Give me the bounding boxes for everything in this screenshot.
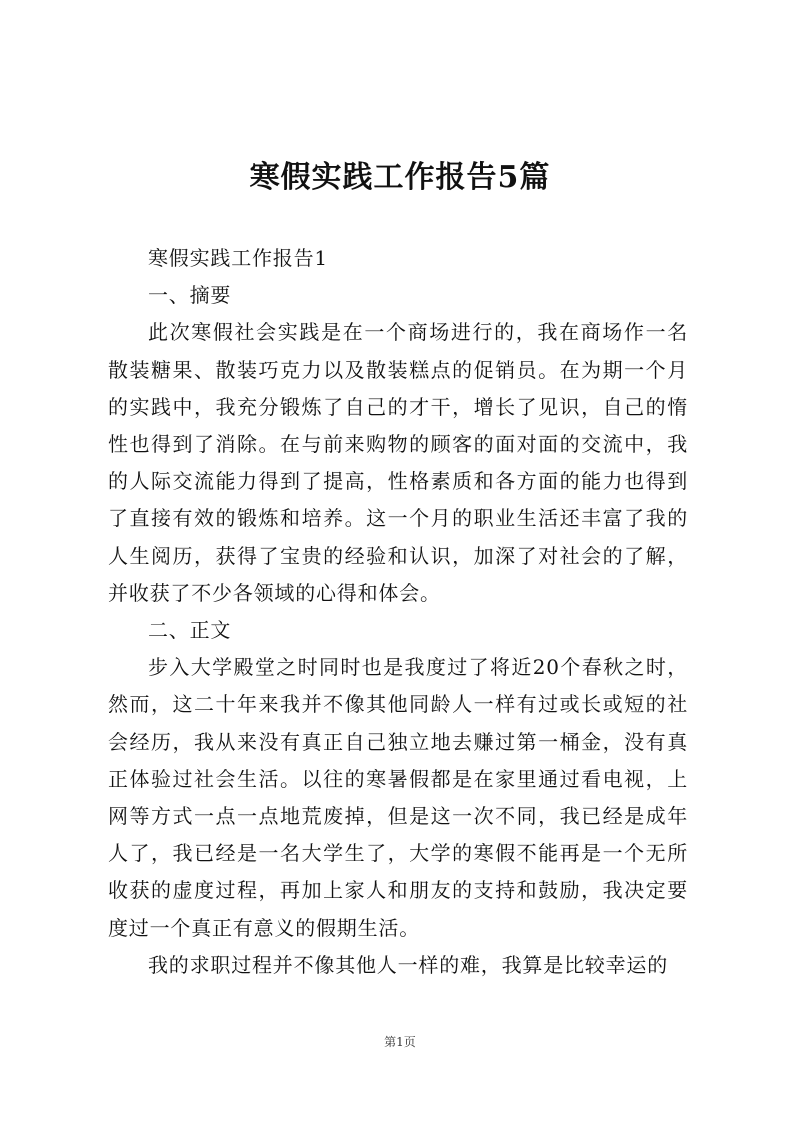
section-heading-abstract: 一、摘要: [148, 283, 232, 308]
section-heading-main-text: 二、正文: [148, 618, 232, 643]
main-text-paragraph-1: 步入大学殿堂之时同时也是我度过了将近20个春秋之时，然而，这二十年来我并不像其他同龄人一样有过或长或短的社会经历，我从来没有真正自己独立地去赚过第一桶金，没有真正体验过社会生活。以往的寒暑假都是在家里通过看电视，上网等方式一点一点地荒废掉，但是这一次不同，我已经是成年人了，我已经是一名大学生了，大学的寒假不能再是一个无所收获的虚度过程，再加上家人和朋友的支持和鼓励，我决定要度过一个真正有意义的假期生活。: [108, 655, 688, 940]
document-body: [108, 240, 688, 984]
page-number-footer: 第1页: [384, 1035, 416, 1049]
report-heading: 寒假实践工作报告1: [148, 246, 328, 270]
main-text-paragraph-2: 我的求职过程并不像其他人一样的难，我算是比较幸运的: [148, 952, 668, 977]
abstract-paragraph: 此次寒假社会实践是在一个商场进行的，我在商场作一名散装糖果、散装巧克力以及散装糕点的促销员。在为期一个月的实践中，我充分锻炼了自己的才干，增长了见识，自己的惰性也得到了消除。在与前来购物的顾客的面对面的交流中，我的人际交流能力得到了提高，性格素质和各方面的能力也得到了直接有效的锻炼和培养。这一个月的职业生活还丰富了我的人生阅历，获得了宝贵的经验和认识，加深了对社会的了解，并收获了不少各领域的心得和体会。: [108, 320, 688, 605]
document-title: 寒假实践工作报告5篇: [249, 160, 551, 195]
